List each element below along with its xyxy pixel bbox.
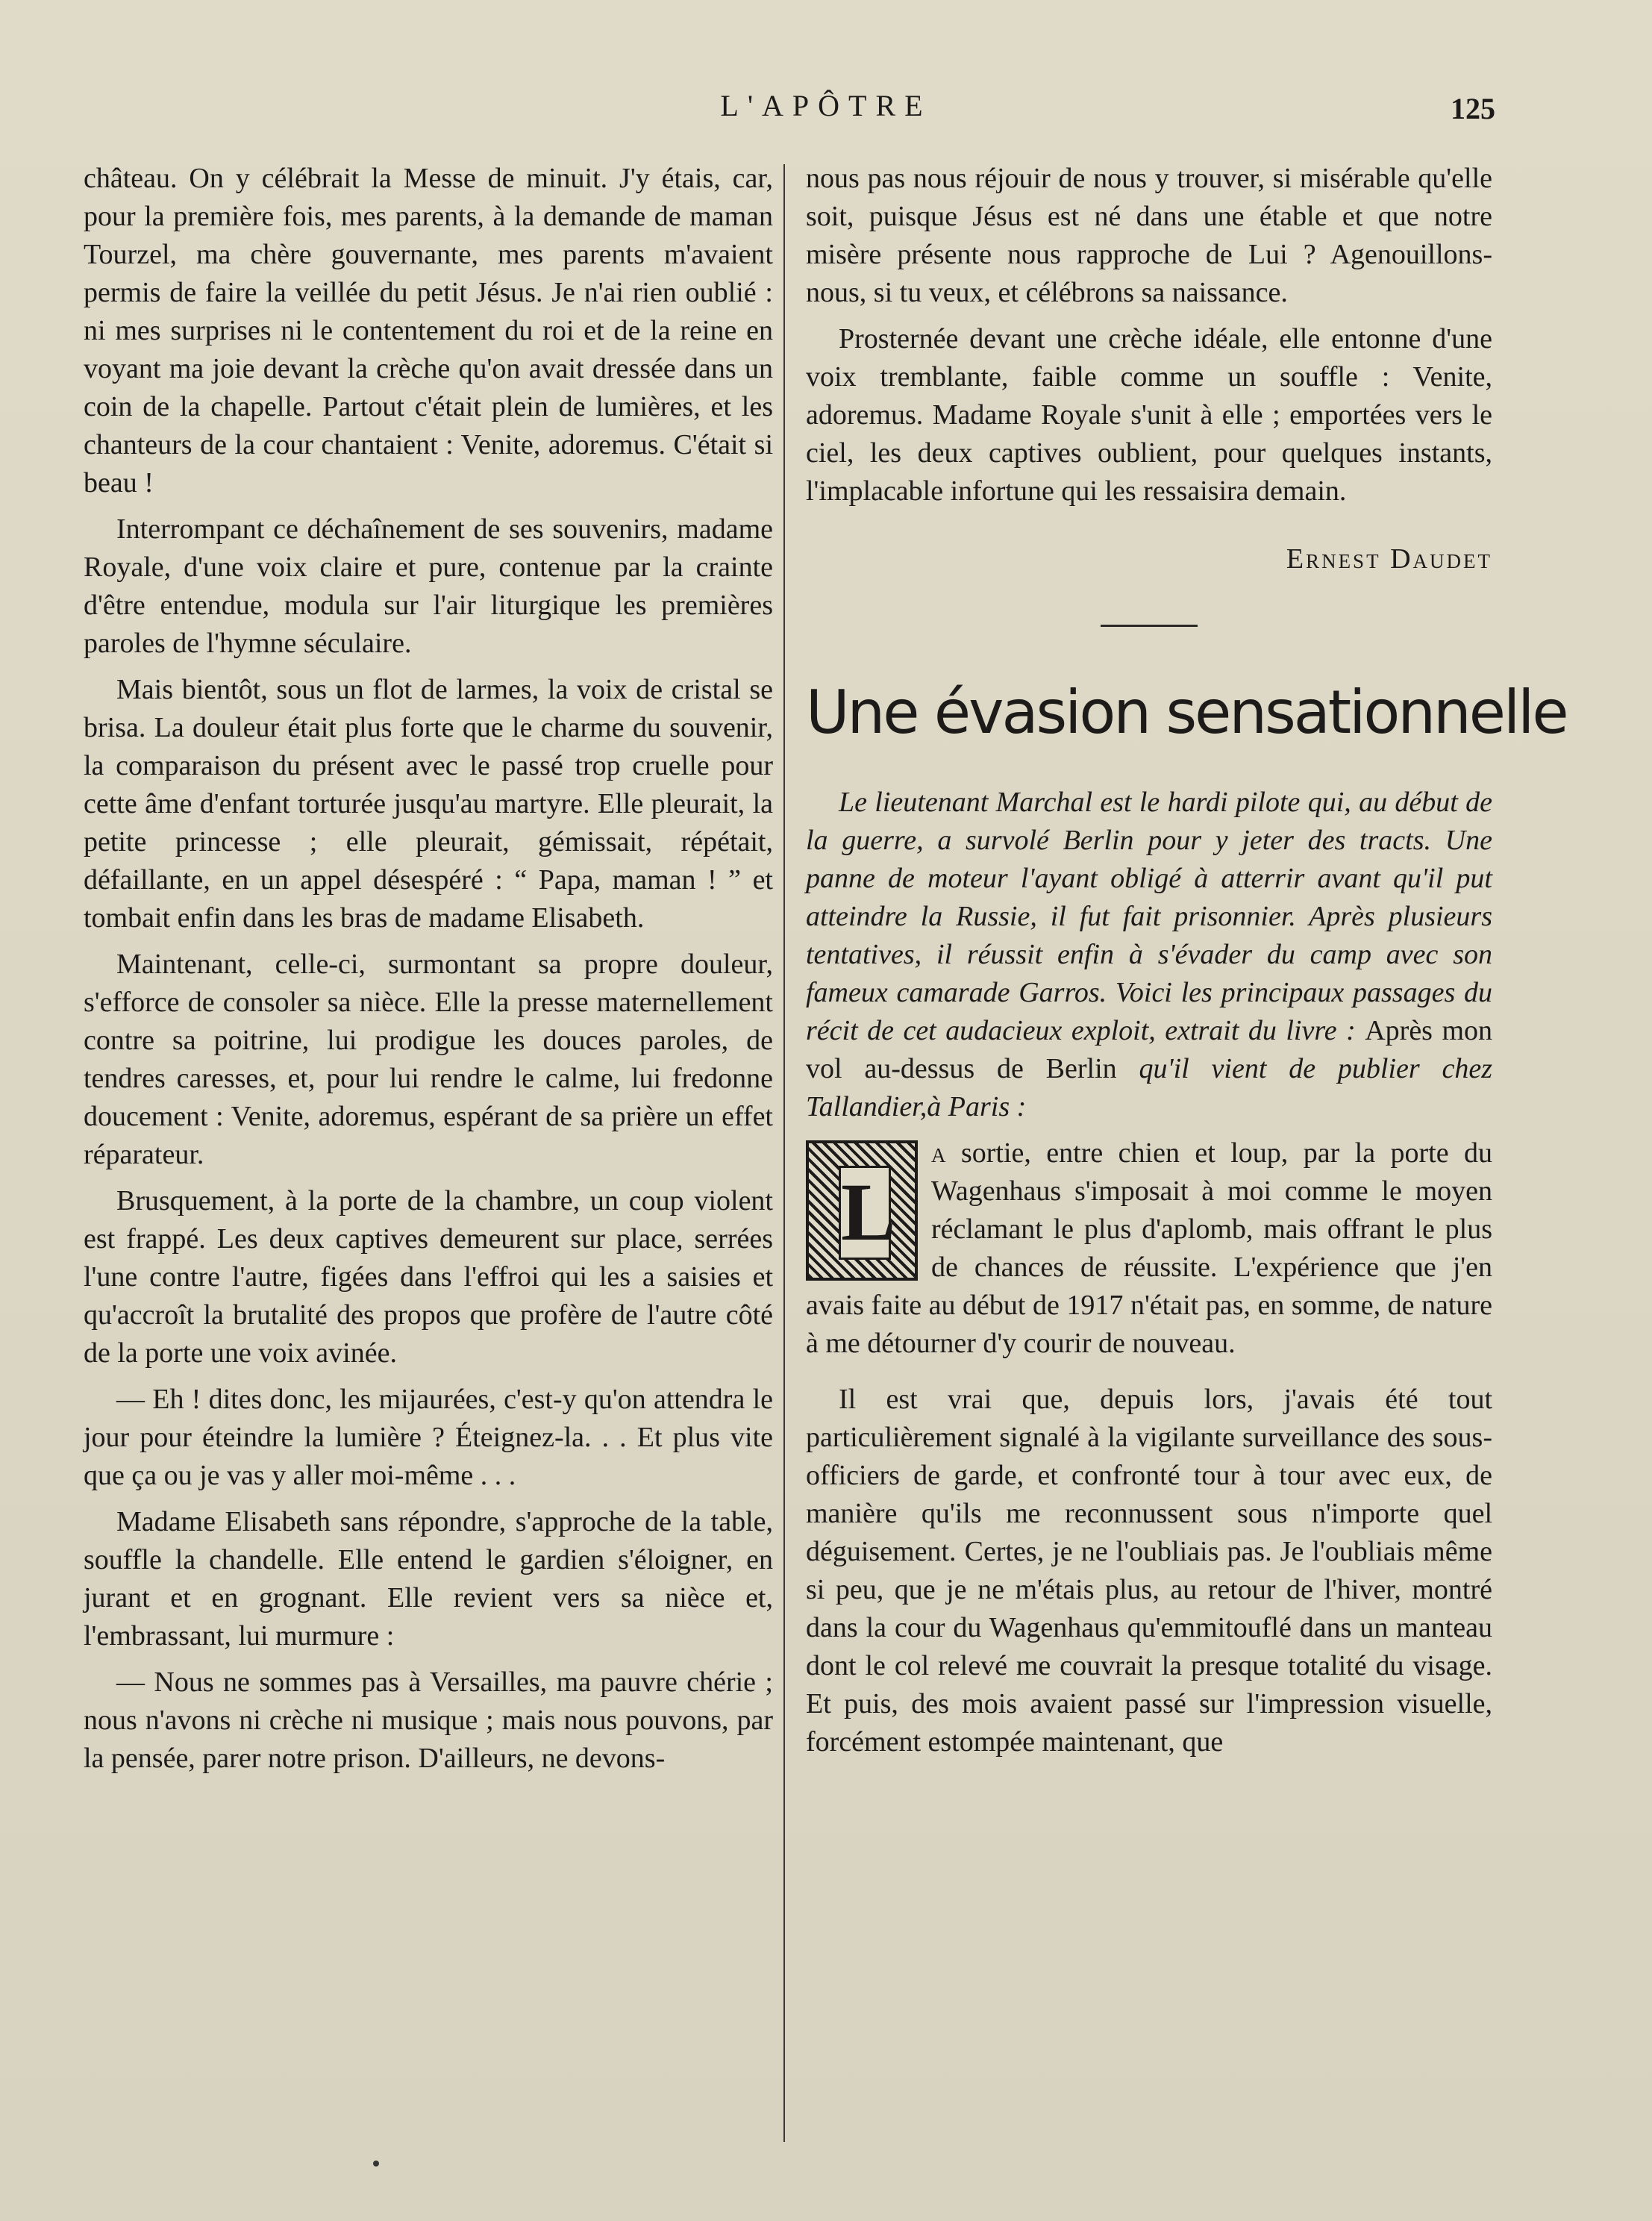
body-text: sortie, entre chien et loup, par la porte du Wagenhaus s'imposait à moi comme le moyen réclamant le plus d'aplomb, mais offrant le plus de chances de réussite. L'expérience que j'en avais faite au début de 1917 n'était pas, en somme, de nature à me détourner d'y courir de nouveau. [806, 1137, 1493, 1359]
paragraph: Il est vrai que, depuis lors, j'avais été tout particulièrement signalé à la vigilante surveillance des sous-officiers de garde, et confronté tour à tour avec eux, de manière qu'ils me reconnussent sous n'importe quel déguisement. Certes, je ne l'oubliais pas. Je l'oubliais même si peu, que je ne m'étais plus, au retour de l'hiver, montré dans la cour du Wagenhaus qu'emmitouflé dans un manteau dont le col relevé me couvrait la presque totalité du visage. Et puis, des mois avaient passé sur l'impression visuelle, forcément estompée maintenant, que [806, 1384, 1492, 1758]
paragraph: Maintenant, celle-ci, surmontant sa propre douleur, s'efforce de consoler sa nièce. Elle la presse maternellement contre sa poitrine, lui prodigue les douces paroles, de tendres caresses, et, pour lui rendre le calme, lui fredonne doucement : Venite, adoremus, espérant de sa prière un effet réparateur. [84, 949, 773, 1170]
paragraph: château. On y célébrait la Messe de minuit. J'y étais, car, pour la première fois, mes parents, à la demande de maman Tourzel, ma chère gouvernante, mes parents m'avaient permis de faire la veillée du petit Jésus. Je n'ai rien oublié : ni mes surprises ni le contentement du roi et de la reine en voyant ma joie devant la crèche qu'on avait dressée dans un coin de la chapelle. Partout c'était plein de lumières, et les chanteurs de la cour chantaient : Venite, adoremus. C'était si beau ! [84, 163, 773, 499]
paragraph: — Nous ne sommes pas à Versailles, ma pauvre chérie ; nous n'avons ni crèche ni musique ; mais nous pouvons, par la pensée, parer notre prison. D'ailleurs, ne devons- [84, 1666, 773, 1774]
paragraph: — Eh ! dites donc, les mijaurées, c'est-y qu'on attendra le jour pour éteindre la lumière ? Éteignez-la. . . Et plus vite que ça ou je vas y aller moi-même . . . [84, 1384, 773, 1491]
paragraph: Prosternée devant une crèche idéale, elle entonne d'une voix tremblante, faible comme un souffle : Venite, adoremus. Madame Royale s'unit à elle ; emportées vers le ciel, les deux captives oublient, pour quelques instants, l'implacable infortune qui les ressaisira demain. [806, 323, 1492, 507]
article-title: Une évasion sensationnelle [806, 678, 1567, 747]
left-column [84, 160, 773, 1786]
first-word-rest: a [931, 1137, 946, 1169]
paragraph: Brusquement, à la porte de la chambre, un coup violent est frappé. Les deux captives demeurent sur place, serrées l'une contre l'autre, figées dans l'effroi qui les a saisies et qu'accroît la brutalité des propos que profère de l'autre côté de la porte une voix avinée. [84, 1185, 773, 1369]
paragraph: Mais bientôt, sous un flot de larmes, la voix de cristal se brisa. La douleur était plus forte que le charme du souvenir, la comparaison du présent avec le passé trop cruelle pour cette âme d'enfant torturée jusqu'au martyre. Elle pleurait, la petite princesse ; elle pleurait, gémissait, répétait, défaillante, en un appel désespéré : “ Papa, maman ! ” et tombait enfin dans les bras de madame Elisabeth. [84, 674, 773, 934]
right-column [806, 160, 1567, 1769]
first-paragraph [806, 1134, 1492, 1363]
section-rule [1101, 625, 1198, 627]
author-signature: Ernest Daudet [1286, 543, 1492, 575]
running-title: L'APÔTRE [720, 89, 932, 122]
drop-cap [806, 1140, 918, 1281]
column-divider [783, 164, 785, 2142]
book-title: Après mon vol au-dessus de Berlin [806, 1015, 1493, 1084]
page-mark [373, 2161, 379, 2167]
paragraph: nous pas nous réjouir de nous y trouver, si misérable qu'elle soit, puisque Jésus est né dans une étable et que notre misère présente nous rapproche de Lui ? Agenouillons-nous, si tu veux, et célébrons sa naissance. [806, 163, 1492, 308]
paragraph: Madame Elisabeth sans répondre, s'approche de la table, souffle la chandelle. Elle entend le gardien s'éloigner, en jurant et en grognant. Elle revient vers sa nièce et, l'embrassant, lui murmure : [84, 1506, 773, 1652]
intro-text: Le lieutenant Marchal est le hardi pilote qui, au début de la guerre, a survolé Berlin pour y jeter des tracts. Une panne de moteur l'ayant obligé à atterrir avant qu'il put atteindre la Russie, il fut fait prisonnier. Après plusieurs tentatives, il réussit enfin à s'évader du camp avec son fameux camarade Garros. Voici les principaux passages du récit de cet audacieux exploit, extrait du livre : [806, 787, 1492, 1046]
intro-end: qu'il vient de publier chez Tallandier,à Paris : [806, 1053, 1493, 1122]
page-number: 125 [1451, 92, 1495, 125]
paragraph: Interrompant ce déchaînement de ses souvenirs, madame Royale, d'une voix claire et pure, contenue par la crainte d'être entendue, modula sur l'air liturgique les premières paroles de l'hymne séculaire. [84, 513, 773, 659]
drop-cap-letter: L [839, 1166, 891, 1260]
article-intro [806, 784, 1492, 1126]
